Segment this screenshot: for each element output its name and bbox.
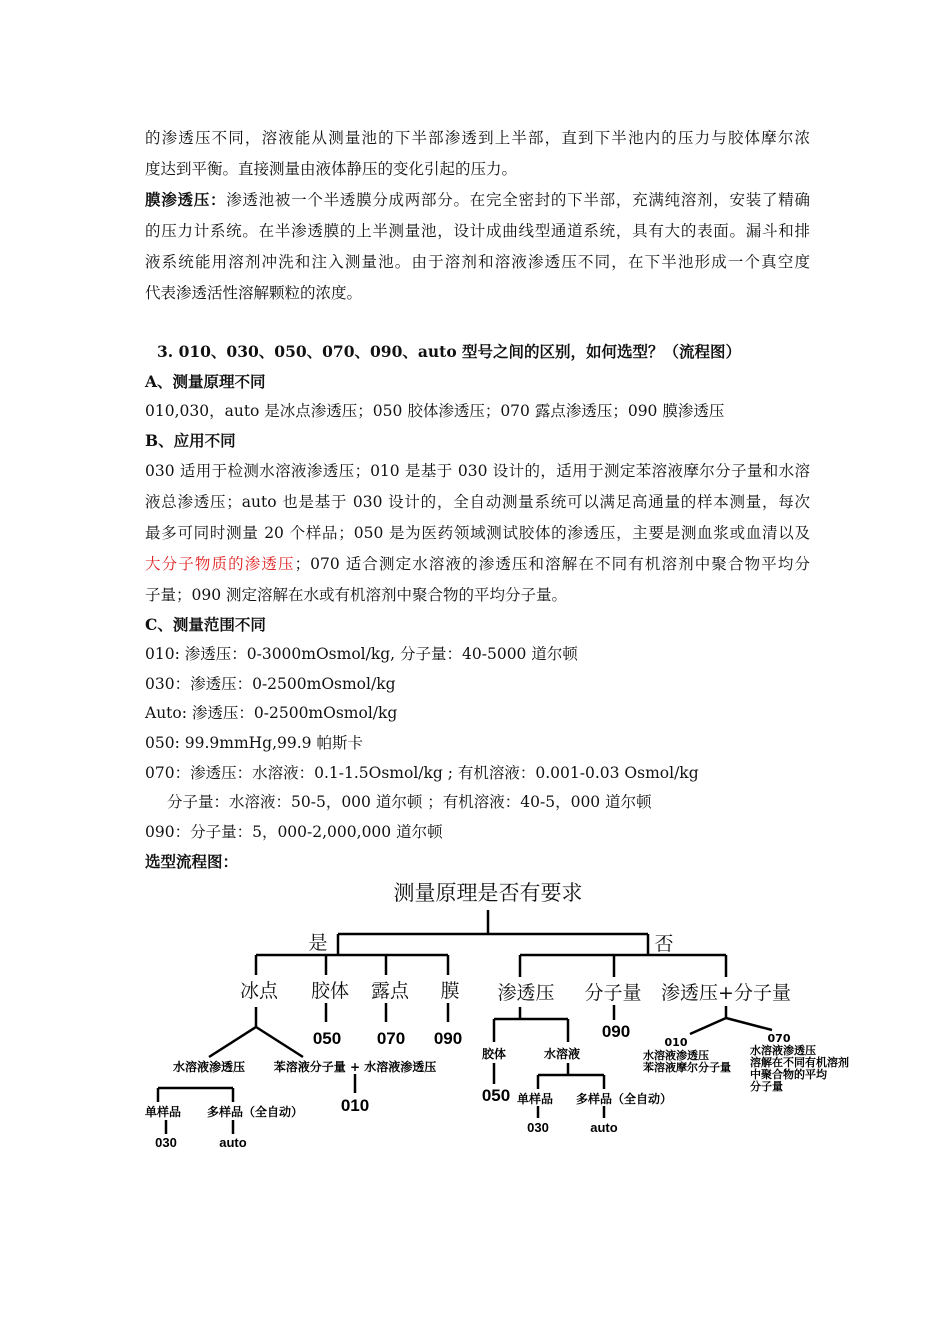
section-c-title: C、测量范围不同	[145, 615, 266, 634]
membrane-label: 膜渗透压：	[145, 190, 227, 209]
flow-colloid: 胶体	[310, 980, 350, 1002]
flow-benzene-plus-aqueous: 苯溶液分子量 + 水溶液渗透压	[273, 1060, 437, 1074]
flow-010-desc-2: 苯溶液摩尔分子量	[643, 1061, 731, 1074]
flowchart-title: 选型流程图：	[145, 852, 239, 871]
range-070-molweight: 分子量：水溶液：50-5，000 道尔顿 ；有机溶液：40-5，000 道尔顿	[167, 793, 652, 811]
flow-yes: 是	[308, 932, 328, 954]
flow-model-090: 090	[433, 1029, 463, 1048]
flow-single-sample-b: 单样品	[516, 1092, 554, 1106]
flow-membrane: 膜	[440, 980, 460, 1002]
flow-multi-sample-b: 多样品（全自动）	[575, 1092, 673, 1106]
flow-070-desc-4: 分子量	[750, 1080, 783, 1093]
flowchart-lines	[158, 910, 772, 1134]
intro-line-2: 度达到平衡。直接测量由液体静压的变化引起的压力。	[145, 160, 518, 178]
flow-model-auto-b: auto	[590, 1120, 618, 1135]
flow-070-desc-1: 水溶液渗透压	[750, 1044, 816, 1057]
flow-aqueous-osmotic: 水溶液渗透压	[172, 1060, 246, 1074]
flow-molweight: 分子量	[584, 982, 642, 1004]
range-050: 050: 99.9mmHg,99.9 帕斯卡	[145, 734, 363, 752]
membrane-line-3: 液系统能用溶剂冲洗和注入测量池。由于溶剂和溶液渗透压不同，在下半池形成一个真空度	[145, 253, 810, 271]
section-a-title: A、测量原理不同	[145, 372, 266, 391]
range-070-osmotic: 070：渗透压：水溶液：0.1-1.5Osmol/kg ; 有机溶液：0.001-0.03 Osmol/kg	[145, 764, 699, 782]
section-a-text: 010,030，auto 是冰点渗透压；050 胶体渗透压；070 露点渗透压；090 膜渗透压	[145, 402, 725, 420]
flow-model-030-b: 030	[527, 1120, 549, 1135]
flow-single-sample: 单样品	[144, 1105, 182, 1119]
section-b-line-1: 030 适用于检测水溶液渗透压；010 是基于 030 设计的，适用于测定苯溶液摩尔分子量和水溶	[145, 462, 810, 480]
flow-model-auto: auto	[219, 1135, 247, 1150]
flow-model-030: 030	[155, 1135, 177, 1150]
flow-colloid-b: 胶体	[481, 1047, 507, 1061]
flow-070-desc-3: 中聚合物的平均	[750, 1068, 827, 1081]
flow-model-070: 070	[376, 1029, 406, 1048]
flow-osmotic-plus-molweight: 渗透压+分子量	[661, 982, 791, 1004]
range-090: 090：分子量：5，000-2,000,000 道尔顿	[145, 823, 443, 841]
section-b-line-2: 液总渗透压；auto 也是基于 030 设计的，全自动测量系统可以满足高通量的样本测量，每次	[145, 493, 810, 511]
flow-freezing: 冰点	[239, 980, 279, 1002]
section-b-line-3: 最多可同时测量 20 个样品；050 是为医药领域测试胶体的渗透压，主要是测血浆或血清以及	[145, 524, 810, 542]
flow-dew: 露点	[370, 980, 410, 1002]
membrane-line-4: 代表渗透活性溶解颗粒的浓度。	[145, 284, 363, 302]
flow-model-090-b: 090	[601, 1022, 631, 1041]
membrane-line-2: 的压力计系统。在半渗透膜的上半测量池，设计成曲线型通道系统，具有大的表面。漏斗和排	[145, 222, 810, 240]
section-b-title: B、应用不同	[145, 431, 236, 450]
flow-model-050: 050	[312, 1029, 342, 1048]
flow-osmotic: 渗透压	[497, 982, 555, 1004]
flow-root: 测量原理是否有要求	[393, 881, 583, 905]
flow-no: 否	[654, 933, 674, 955]
flow-model-070-b: 070	[767, 1032, 791, 1045]
membrane-text: 渗透池被一个半透膜分成两部分。在完全密封的下半部，充满纯溶剂，安装了精确	[226, 191, 810, 209]
section-b-line-5: 子量；090 测定溶解在水或有机溶剂中聚合物的平均分子量。	[145, 586, 568, 604]
flow-aqueous: 水溶液	[543, 1047, 581, 1061]
range-030: 030：渗透压：0-2500mOsmol/kg	[145, 675, 396, 693]
flow-multi-sample: 多样品（全自动）	[206, 1105, 304, 1119]
flow-070-desc-2: 溶解在不同有机溶剂	[750, 1056, 849, 1069]
flow-model-050-b: 050	[481, 1086, 511, 1105]
highlighted-text: 大分子物质的渗透压	[145, 555, 295, 573]
flow-model-010: 010	[340, 1096, 370, 1115]
flow-model-010-b: 010	[664, 1036, 688, 1049]
intro-line-1: 的渗透压不同，溶液能从测量池的下半部渗透到上半部，直到下半池内的压力与胶体摩尔浓	[145, 129, 810, 147]
section-b-line-4-rest: ；070 适合测定水溶液的渗透压和溶解在不同有机溶剂中聚合物平均分	[294, 555, 810, 573]
section-3-heading: 3. 010、030、050、070、090、auto 型号之间的区别，如何选型？（流程图）	[157, 342, 742, 361]
flow-010-desc-1: 水溶液渗透压	[643, 1049, 709, 1062]
range-auto: Auto: 渗透压：0-2500mOsmol/kg	[145, 704, 398, 722]
range-010: 010: 渗透压：0-3000mOsmol/kg, 分子量：40-5000 道尔顿	[145, 645, 578, 663]
